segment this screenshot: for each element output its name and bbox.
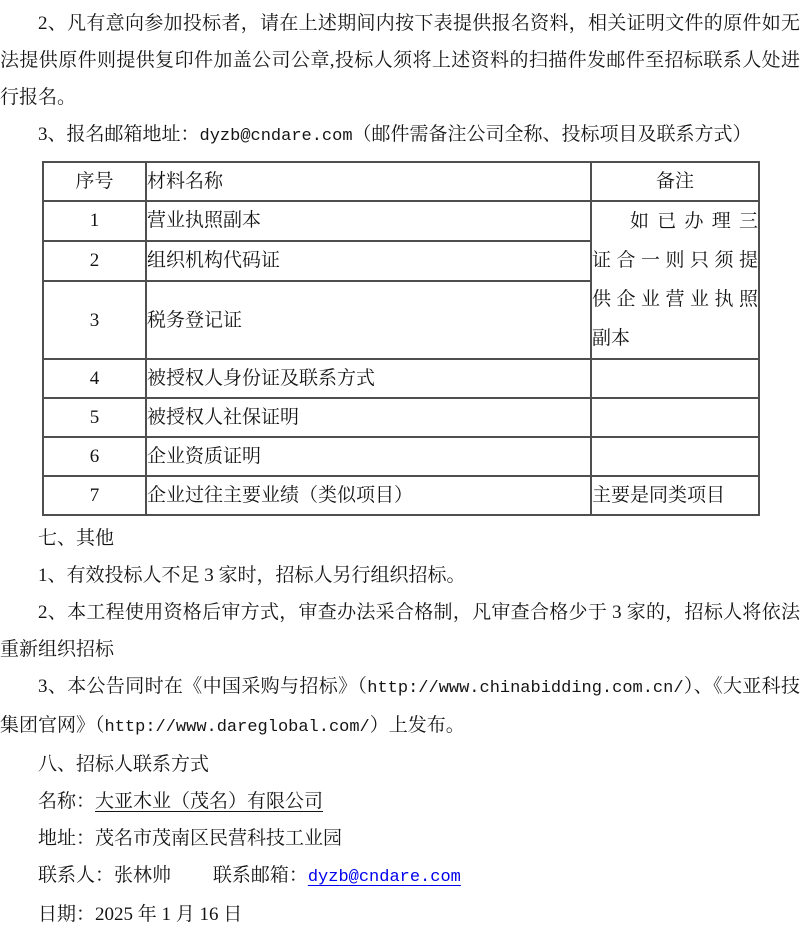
section-seven-item-3 — [0, 668, 800, 746]
cell-serial: 2 — [43, 241, 146, 282]
item-3-suffix: ）上发布。 — [369, 715, 465, 736]
table-row — [43, 359, 759, 398]
item-3-prefix: 3、本公告同时在《中国采购与招标》（ — [38, 676, 368, 697]
remark-line: 证合一则只须提 — [592, 250, 758, 271]
header-cell-remark: 备注 — [591, 162, 759, 201]
materials-table — [42, 161, 760, 516]
section-seven-item-2: 2、本工程使用资格后审方式，审查办法采合格制，凡审查合格少于 3 家的，招标人将依法重新组织招标 — [0, 602, 800, 660]
chinabidding-url: http://www.chinabidding.com.cn/ — [367, 679, 684, 698]
company-name-value: 大亚木业（茂名）有限公司 — [95, 791, 324, 812]
remark-line: 供企业营业执照 — [592, 289, 758, 310]
item-3-mid: ）、《大亚科技集团官网》（ — [0, 676, 800, 736]
cell-material-name: 税务登记证 — [146, 281, 591, 359]
contact-person-line — [0, 857, 800, 896]
table-row — [43, 476, 759, 515]
table-row — [43, 201, 759, 241]
contact-email-label: 联系邮箱： — [212, 865, 308, 886]
contact-address-line: 地址：茂名市茂南区民营科技工业园 — [38, 828, 343, 849]
cell-material-name: 企业过往主要业绩（类似项目） — [146, 476, 591, 515]
contact-person-name: 张林帅 — [114, 865, 172, 886]
header-cell-serial: 序号 — [43, 162, 146, 201]
table-row — [43, 437, 759, 476]
paragraph-registration-instructions: 2、凡有意向参加投标者，请在上述期间内按下表提供报名资料，相关证明文件的原件如无法提供原件则提供复印件加盖公司公章,投标人须将上述资料的扫描件发邮件至招标联系人处进行报名。 — [0, 13, 800, 108]
cell-serial: 5 — [43, 398, 146, 437]
cell-material-name: 组织机构代码证 — [146, 241, 591, 282]
section-eight-heading: 八、招标人联系方式 — [38, 754, 210, 775]
table-row — [43, 398, 759, 437]
section-seven-heading: 七、其他 — [38, 528, 115, 549]
cell-remark — [591, 398, 759, 437]
registration-email-prefix: 3、报名邮箱地址： — [38, 124, 200, 145]
cell-remark — [591, 359, 759, 398]
cell-serial: 7 — [43, 476, 146, 515]
contact-email-link[interactable]: dyzb@cndare.com — [307, 868, 461, 887]
remark-line: 副本 — [592, 328, 631, 349]
section-seven-item-1: 1、有效投标人不足 3 家时，招标人另行组织招标。 — [38, 565, 466, 586]
registration-email-address: dyzb@cndare.com — [199, 127, 353, 146]
cell-remark: 主要是同类项目 — [591, 476, 759, 515]
header-cell-material-name: 材料名称 — [146, 162, 591, 201]
contact-person-label: 联系人： — [38, 865, 115, 886]
date-line: 日期：2025 年 1 月 16 日 — [38, 904, 243, 925]
dareglobal-url: http://www.dareglobal.com/ — [104, 718, 370, 737]
cell-remark-merged — [591, 201, 759, 359]
company-name-label: 名称： — [38, 791, 96, 812]
paragraph-registration-email — [0, 116, 800, 155]
cell-serial: 3 — [43, 281, 146, 359]
cell-material-name: 企业资质证明 — [146, 437, 591, 476]
table-header-row — [43, 162, 759, 201]
cell-material-name: 被授权人身份证及联系方式 — [146, 359, 591, 398]
cell-material-name: 营业执照副本 — [146, 201, 591, 241]
registration-email-suffix: （邮件需备注公司全称、投标项目及联系方式） — [352, 124, 752, 145]
contact-name-line — [0, 783, 800, 820]
remark-line: 如已办理三 — [630, 211, 758, 232]
cell-serial: 4 — [43, 359, 146, 398]
cell-material-name: 被授权人社保证明 — [146, 398, 591, 437]
cell-serial: 6 — [43, 437, 146, 476]
cell-remark — [591, 437, 759, 476]
cell-serial: 1 — [43, 201, 146, 241]
